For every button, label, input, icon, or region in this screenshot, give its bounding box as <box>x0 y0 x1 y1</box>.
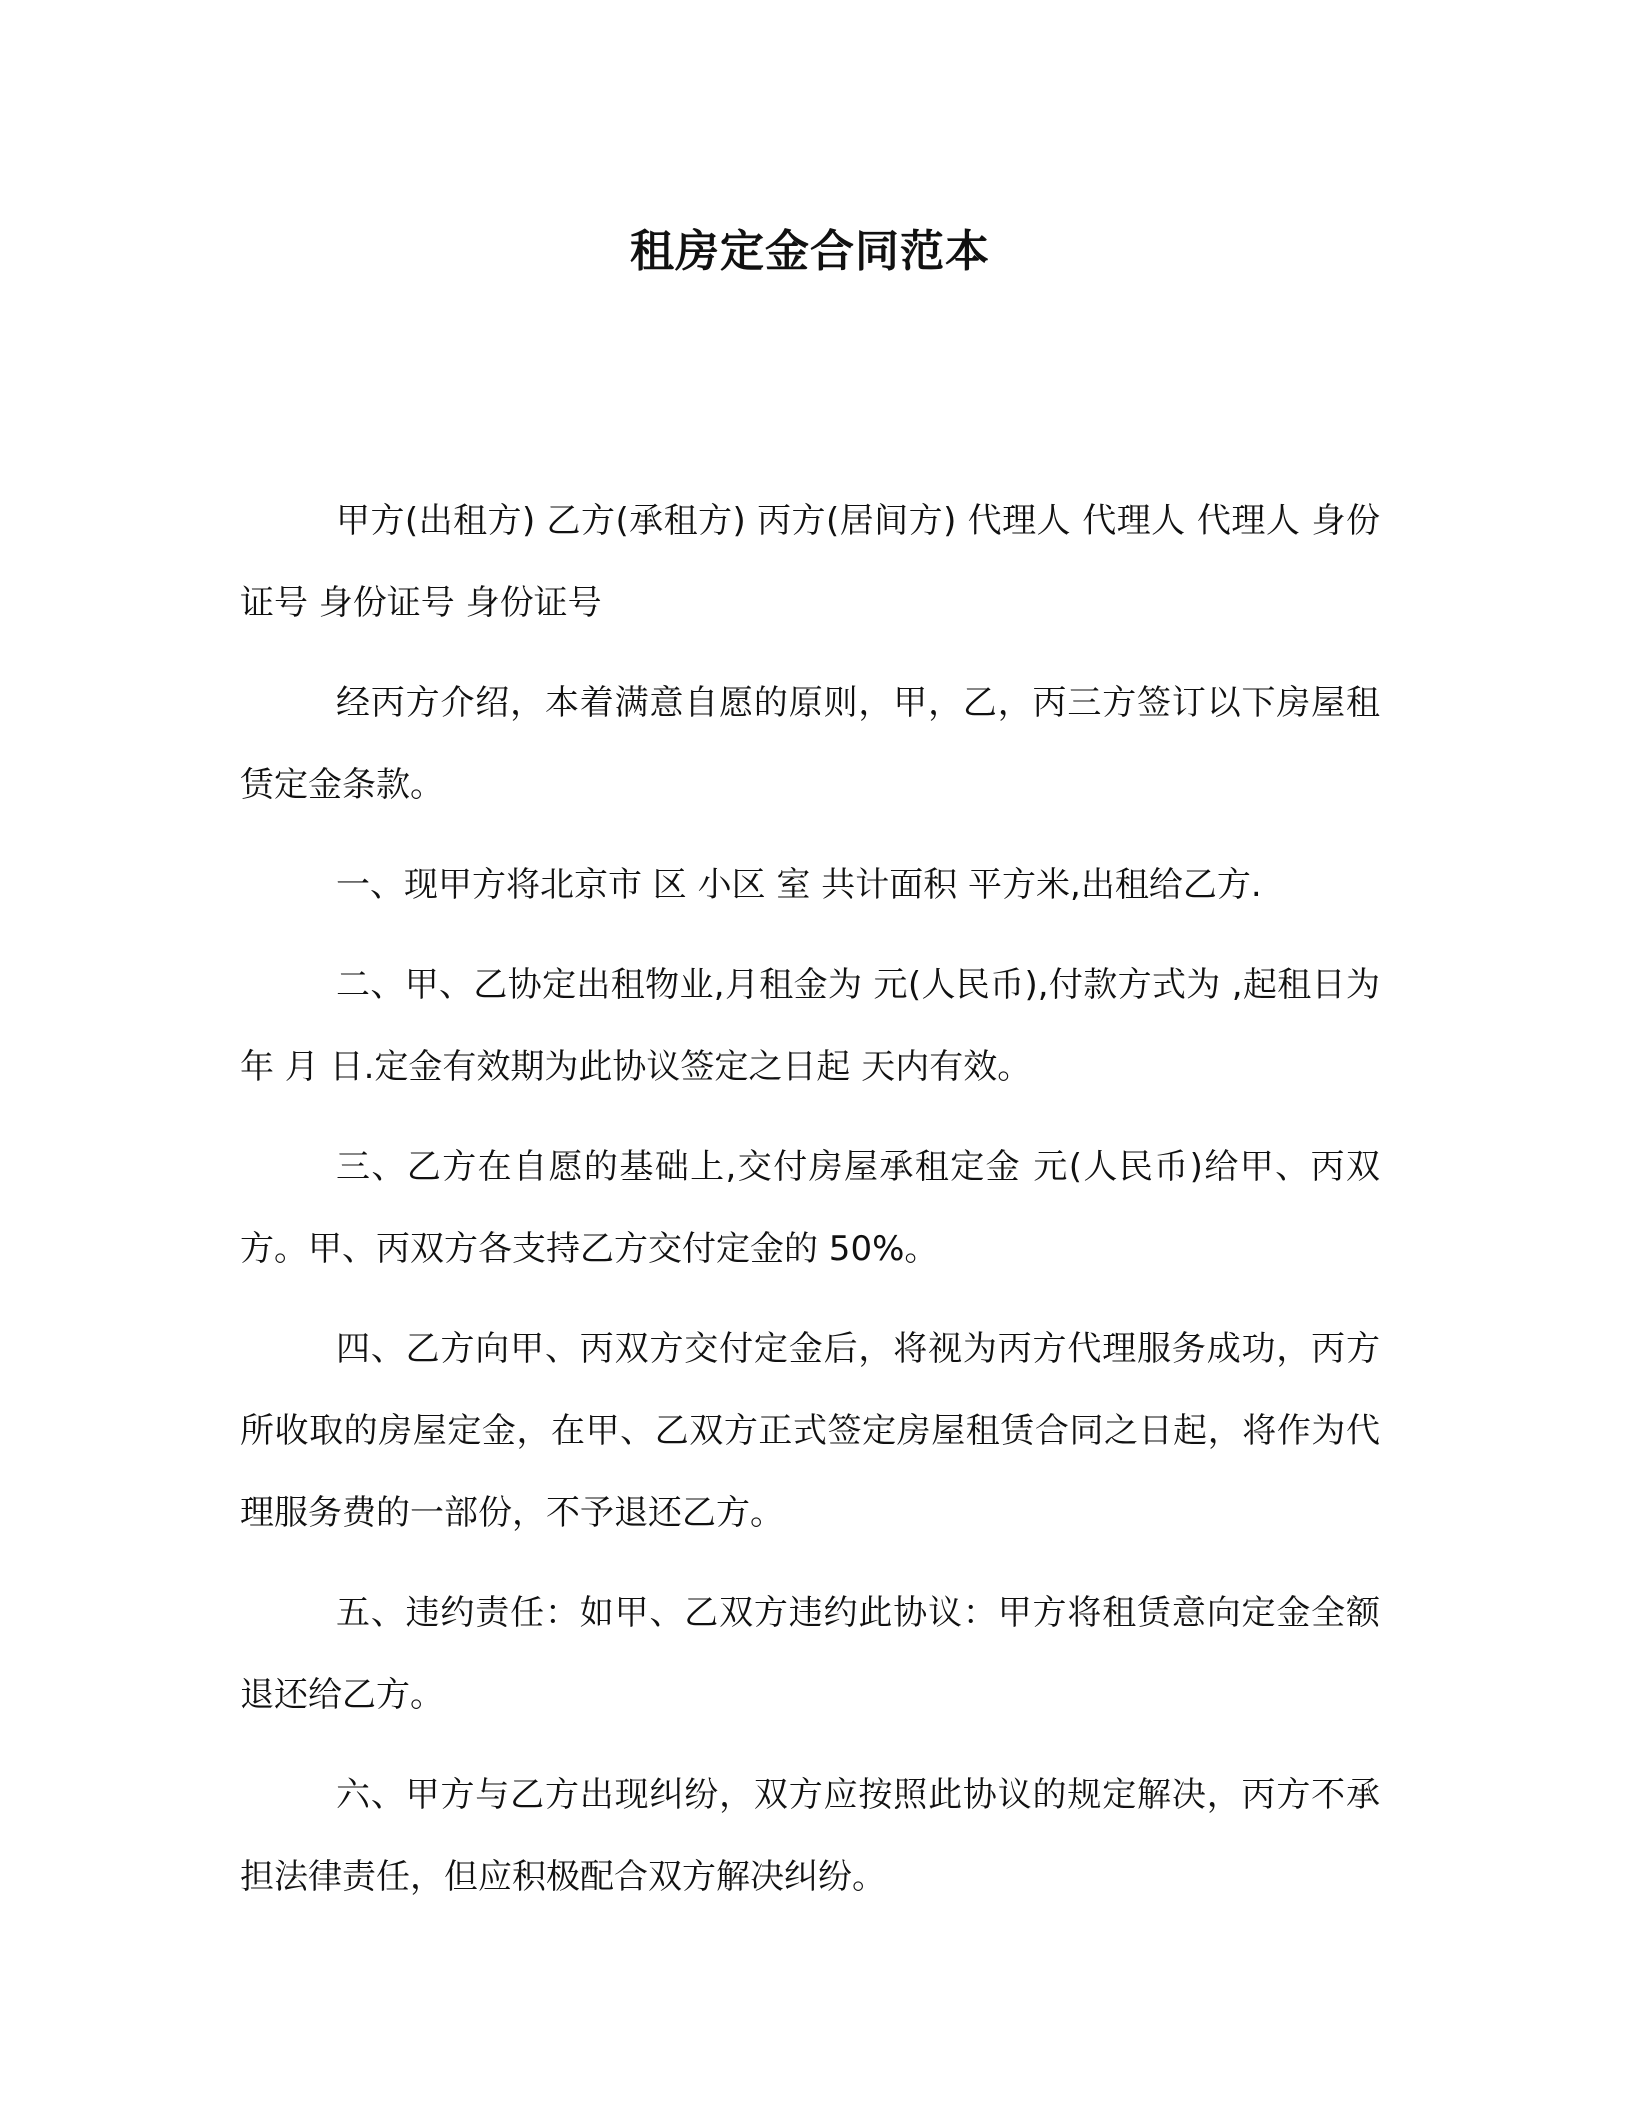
clause-3: 三、乙方在自愿的基础上,交付房屋承租定金 元(人民币)给甲、丙双方。甲、丙双方各支持乙方交付定金的 50%。 <box>240 1147 1380 1269</box>
clause-4: 四、乙方向甲、丙双方交付定金后，将视为丙方代理服务成功，丙方所收取的房屋定金，在甲、乙双方正式签定房屋租赁合同之日起，将作为代理服务费的一部份，不予退还乙方。 <box>240 1329 1380 1533</box>
paragraph-intro: 经丙方介绍，本着满意自愿的原则，甲，乙，丙三方签订以下房屋租赁定金条款。 <box>240 683 1380 805</box>
clause-2: 二、甲、乙协定出租物业,月租金为 元(人民币),付款方式为 ,起租日为年 月 日.定金有效期为此协议签定之日起 天内有效。 <box>240 965 1380 1087</box>
document-title: 租房定金合同范本 <box>630 226 990 277</box>
document-body <box>240 480 1380 1918</box>
clause-6: 六、甲方与乙方出现纠纷，双方应按照此协议的规定解决，丙方不承担法律责任，但应积极配合双方解决纠纷。 <box>240 1775 1380 1897</box>
clause-5: 五、违约责任：如甲、乙双方违约此协议：甲方将租赁意向定金全额退还给乙方。 <box>240 1593 1380 1715</box>
paragraph-parties: 甲方(出租方) 乙方(承租方) 丙方(居间方) 代理人 代理人 代理人 身份证号 身份证号 身份证号 <box>240 501 1380 623</box>
clause-1: 一、现甲方将北京市 区 小区 室 共计面积 平方米,出租给乙方. <box>336 865 1262 905</box>
